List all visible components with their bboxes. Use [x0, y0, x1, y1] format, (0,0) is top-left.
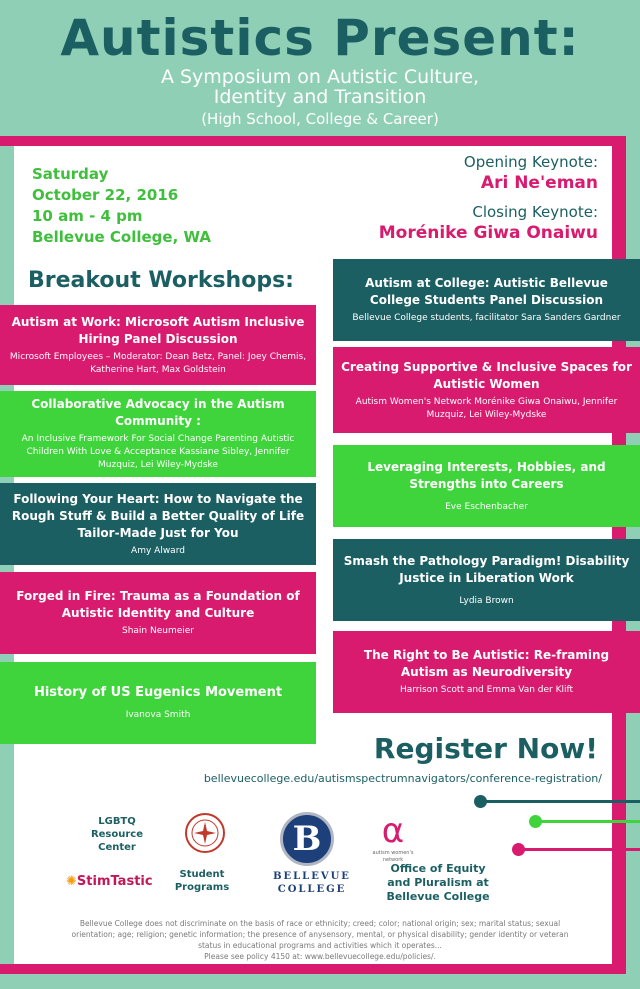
workshop-right-3 — [333, 445, 640, 527]
workshop-title: History of US Eugenics Movement — [33, 685, 283, 700]
workshop-left-4 — [0, 572, 316, 654]
workshop-detail: An Inclusive Framework For Social Change Parenting Autistic Children With Love & Acceptance Kassiane Sibley, Jennifer Muzquiz, Lei Wiley-Mydske — [21, 434, 295, 470]
opening-keynote-name: Ari Ne'eman — [480, 173, 598, 193]
workshop-detail: Eve Eschenbacher — [445, 501, 528, 512]
event-date: October 22, 2016 — [32, 186, 179, 204]
workshop-right-5 — [333, 631, 640, 713]
registration-link[interactable]: bellevuecollege.edu/autismspectrumnavigators/conference-registration/ — [203, 772, 602, 785]
workshop-detail: Lydia Brown — [459, 595, 514, 606]
student-programs-label: Student Programs — [174, 869, 230, 893]
workshop-title: Autism at College: Autistic Bellevue College Students Panel Discussion — [365, 276, 608, 307]
workshop-left-1 — [0, 305, 316, 385]
event-time: 10 am - 4 pm — [32, 207, 143, 225]
office-equity-pluralism-logo: Office of Equity and Pluralism at Bellevue College — [386, 862, 490, 903]
workshop-right-4 — [333, 539, 640, 621]
workshop-detail: Harrison Scott and Emma Van der Klift — [399, 685, 574, 695]
workshop-title: Forged in Fire: Trauma as a Foundation of Autistic Identity and Culture — [16, 589, 300, 620]
poster-title: Autistics Present: — [60, 9, 580, 67]
subtitle-line-3: (High School, College & Career) — [201, 110, 439, 128]
awn-caption: autism women's network — [372, 850, 414, 863]
autism-womens-network-logo — [369, 812, 417, 862]
workshop-right-1 — [333, 259, 640, 341]
workshop-detail: Autism Women's Network Morénike Giwa Onaiwu, Jennifer Muzquiz, Lei Wiley-Mydske — [355, 396, 618, 420]
workshop-left-2 — [0, 391, 316, 477]
poster-header — [0, 0, 640, 140]
workshop-detail: Ivanova Smith — [125, 710, 191, 720]
awn-alpha-icon: α — [381, 811, 405, 851]
workshop-detail: Microsoft Employees – Moderator: Dean Betz, Panel: Joey Chemis, Katherine Hart, Max Goldstein — [9, 351, 307, 375]
workshop-right-2 — [333, 347, 640, 433]
opening-keynote-label: Opening Keynote: — [463, 153, 598, 171]
workshop-title: Following Your Heart: How to Navigate the Rough Stuff & Build a Better Quality of Life Tailor-Made Just for You — [11, 491, 305, 540]
event-day: Saturday — [32, 165, 109, 183]
workshop-detail: Shain Neumeier — [121, 626, 194, 636]
decor-line-green — [535, 820, 640, 823]
bellevue-college-wordmark: BELLEVUE COLLEGE — [273, 871, 351, 895]
workshop-detail: Bellevue College students, facilitator Sara Sanders Gardner — [352, 313, 621, 323]
bellevue-college-logo — [270, 812, 354, 898]
workshop-title: Autism at Work: Microsoft Autism Inclusive Hiring Panel Discussion — [11, 314, 305, 346]
decor-line-pink — [518, 848, 640, 851]
disclaimer-policy: Please see policy 4150 at: www.bellevuecollege.edu/policies/. — [204, 952, 436, 961]
workshop-title: The Right to Be Autistic: Re-framing Autism as Neurodiversity — [363, 648, 610, 679]
frame-bottom-bar — [0, 964, 626, 974]
workshop-left-5 — [0, 662, 316, 744]
breakout-heading: Breakout Workshops: — [28, 268, 294, 293]
keynotes — [379, 152, 598, 252]
event-location: Bellevue College, WA — [32, 228, 211, 246]
student-programs-seal-icon — [184, 812, 226, 854]
workshop-title: Creating Supportive & Inclusive Spaces for Autistic Women — [341, 359, 632, 391]
workshop-title: Collaborative Advocacy in the Autism Community : — [31, 397, 285, 428]
decor-dot-pink — [512, 843, 525, 856]
stimtastic-icon: ✺ — [66, 874, 77, 889]
register-heading: Register Now! — [373, 732, 598, 765]
decor-dot-green — [529, 815, 542, 828]
bellevue-b-icon: B — [280, 812, 334, 866]
event-info — [32, 164, 211, 248]
decor-dot-teal — [474, 795, 487, 808]
stimtastic-label: StimTastic — [76, 874, 153, 889]
workshop-detail: Amy Alward — [131, 545, 185, 556]
workshop-title: Smash the Pathology Paradigm! Disability Justice in Liberation Work — [343, 553, 630, 585]
disclaimer-text: Bellevue College does not discriminate on the basis of race or ethnicity; creed; color; national origin; sex; marital status; sexual orientation; age; religion; genetic information; the presence of anysensory, mental, or physical disability; gender identity or veteran status in educational programs and activities which it operates... — [71, 919, 569, 950]
decor-line-teal — [480, 800, 640, 803]
closing-keynote-name: Morénike Giwa Onaiwu — [378, 223, 598, 243]
workshop-left-3 — [0, 483, 316, 565]
subtitle-line-2: Identity and Transition — [213, 86, 427, 108]
lgbtq-resource-center-logo: LGBTQ Resource Center — [90, 816, 144, 853]
subtitle-line-1: A Symposium on Autistic Culture, — [160, 66, 480, 88]
stimtastic-logo — [66, 874, 153, 889]
closing-keynote-label: Closing Keynote: — [472, 203, 598, 221]
nondiscrimination-disclaimer — [60, 918, 580, 962]
frame-top-bar — [0, 136, 626, 146]
workshop-title: Leveraging Interests, Hobbies, and Strengths into Careers — [367, 459, 606, 491]
